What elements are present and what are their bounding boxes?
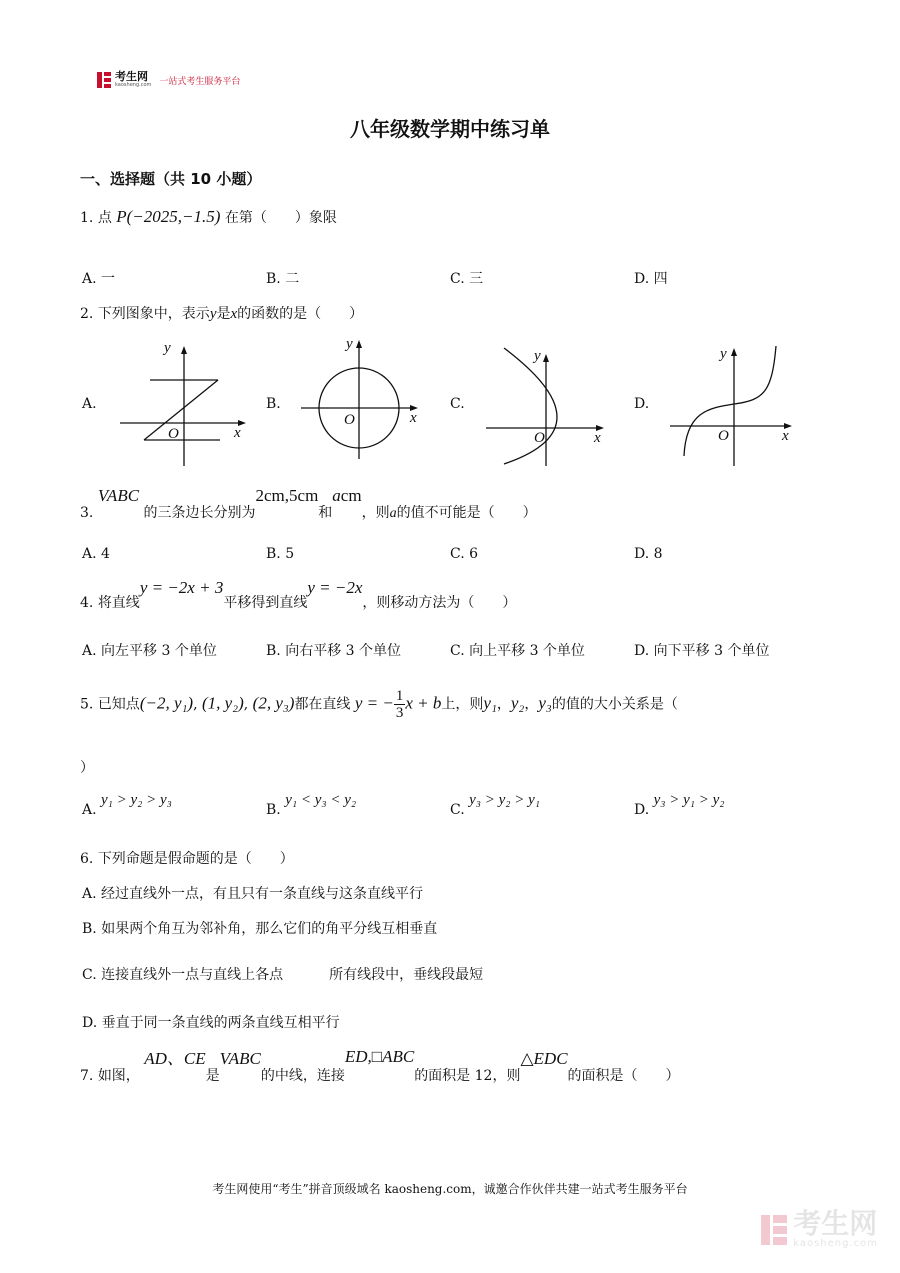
q1-option-c[interactable]: C. 三 [450, 271, 484, 287]
watermark-name: 考生网 [793, 1207, 878, 1240]
q4-option-c[interactable]: C. 向上平移 3 个单位 [450, 643, 585, 659]
question-number: 1. [80, 210, 94, 226]
svg-text:x: x [594, 430, 601, 446]
q1-option-a[interactable]: A. 一 [82, 271, 116, 287]
q3-option-c[interactable]: C. 6 [450, 546, 479, 562]
q2-option-c[interactable]: C. [450, 396, 465, 412]
q5-option-d[interactable]: D. y₃ > y₁ > y₂ [634, 792, 725, 818]
question-7: 7. 如图， AD、CE是VABC的中线，连接ED,□ABC的面积是 12，则△EDC的面积是（ ） [80, 1047, 680, 1084]
q3-option-a[interactable]: A. 4 [82, 546, 110, 562]
q5-option-a[interactable]: A. y₁ > y₂ > y₃ [82, 792, 172, 818]
svg-text:x: x [410, 410, 417, 426]
watermark-logo [761, 1207, 878, 1249]
math-expression: P(−2025,−1.5) [116, 207, 221, 226]
page-footer: 考生网使用“考生”拼音顶级域名 kaosheng.com，诚邀合作伙伴共建一站式考生服务平台 [212, 1182, 688, 1196]
graph-b [296, 334, 424, 462]
logo-domain: kaosheng.com [115, 82, 152, 88]
q6-option-c[interactable]: C. 连接直线外一点与直线上各点 所有线段中，垂线段最短 [82, 967, 484, 983]
svg-text:O: O [344, 412, 355, 428]
svg-text:O: O [168, 426, 179, 442]
q5-option-b[interactable]: B. y₁ < y₃ < y₂ [266, 792, 357, 818]
q6-option-d[interactable]: D. 垂直于同一条直线的两条直线互相平行 [82, 1015, 340, 1031]
q5-option-c[interactable]: C. y₃ > y₂ > y₁ [450, 792, 540, 818]
header-logo [97, 72, 240, 88]
question-6: 6. 下列命题是假命题的是（ ） [80, 851, 294, 867]
logo-icon [97, 72, 111, 88]
q1-option-b[interactable]: B. 二 [266, 271, 300, 287]
q2-option-d[interactable]: D. [634, 396, 650, 412]
svg-text:y: y [534, 348, 541, 364]
graph-d [668, 342, 798, 468]
q4-option-a[interactable]: A. 向左平移 3 个单位 [82, 643, 217, 659]
svg-text:O: O [718, 428, 729, 444]
svg-text:y: y [720, 346, 727, 362]
question-text: 在第（ ）象限 [224, 210, 337, 226]
svg-text:O: O [534, 430, 545, 446]
svg-text:x: x [234, 425, 241, 441]
logo-slogan: 一站式考生服务平台 [159, 76, 241, 87]
fraction: $\frac{1}{3}$ [395, 688, 404, 721]
q2-option-a[interactable]: A. [82, 396, 97, 412]
svg-text:y: y [346, 336, 353, 352]
page-title: 八年级数学期中练习单 [350, 117, 550, 141]
question-2: 2. 下列图象中，表示y是x的函数的是（ ） [80, 306, 364, 322]
question-5-close: ） [80, 760, 94, 776]
question-3: 3. VABC 的三条边长分别为2cm,5cm和acm，则a的值不可能是（ ） [80, 486, 537, 521]
question-5: 5. 已知点(−2, y₁), (1, y₂), (2, y₃)都在直线 y = − $\frac{1}{3}$ x + b上，则y₁，y₂，y₃的值的大小关系是（ [80, 688, 678, 721]
q4-option-d[interactable]: D. 向下平移 3 个单位 [634, 643, 770, 659]
graph-a [112, 338, 252, 470]
svg-text:x: x [782, 428, 789, 444]
q6-option-b[interactable]: B. 如果两个角互为邻补角，那么它们的角平分线互相垂直 [82, 921, 438, 937]
q3-option-b[interactable]: B. 5 [266, 546, 295, 562]
question-1 [80, 207, 337, 227]
q4-option-b[interactable]: B. 向右平移 3 个单位 [266, 643, 402, 659]
section-heading: 一、选择题（共 10 小题） [80, 170, 262, 188]
q1-option-d[interactable]: D. 四 [634, 271, 668, 287]
watermark-logo-icon [761, 1215, 787, 1245]
watermark-domain: kaosheng.com [793, 1238, 878, 1249]
q3-option-d[interactable]: D. 8 [634, 546, 663, 562]
question-4: 4. 将直线y = −2x + 3平移得到直线y = −2x，则移动方法为（ ） [80, 578, 517, 611]
q2-option-b[interactable]: B. [266, 396, 281, 412]
logo-name: 考生网 [115, 70, 148, 83]
q6-option-a[interactable]: A. 经过直线外一点，有且只有一条直线与这条直线平行 [82, 886, 424, 902]
question-text: 点 [97, 210, 112, 226]
svg-text:y: y [164, 340, 171, 356]
graph-c [482, 344, 610, 468]
